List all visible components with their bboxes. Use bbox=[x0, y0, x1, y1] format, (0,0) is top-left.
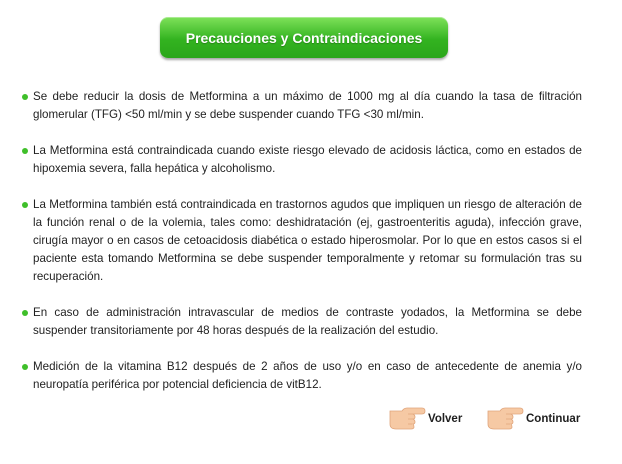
continue-label[interactable]: Continuar bbox=[526, 413, 581, 425]
list-item bbox=[22, 304, 582, 340]
bullet-icon bbox=[22, 364, 28, 370]
back-label[interactable]: Volver bbox=[428, 413, 463, 425]
back-button[interactable] bbox=[388, 402, 462, 432]
bullet-icon bbox=[22, 202, 28, 208]
section-title-button bbox=[160, 17, 448, 58]
list-item-text: La Metformina también está contraindicada en trastornos agudos que impliquen un riesgo de alteración de la función renal o de la volemia, tales como: deshidratación (ej, gastroenteritis aguda), infección grave, cirugía mayor o en casos de cetoacidosis diabética o estado hiperosmolar. Por lo que en estos casos si el paciente esta tomando Metformina se debe suspender temporalmente y retomar su formulación tras su recuperación. bbox=[33, 198, 582, 283]
hand-pointing-right-icon[interactable] bbox=[486, 402, 524, 432]
list-item-text: La Metformina está contraindicada cuando existe riesgo elevado de acidosis láctica, como en estados de hipoxemia severa, falla hepática y alcoholismo. bbox=[33, 144, 582, 175]
list-item bbox=[22, 142, 582, 178]
bullet-icon bbox=[22, 94, 28, 100]
list-item-text: Se debe reducir la dosis de Metformina a un máximo de 1000 mg al día cuando la tasa de filtración glomerular (TFG) <50 ml/min y se debe suspender cuando TFG <30 ml/min. bbox=[33, 90, 582, 121]
bullet-icon bbox=[22, 148, 28, 154]
bullet-icon bbox=[22, 310, 28, 316]
list-item-text: En caso de administración intravascular de medios de contraste yodados, la Metformina se debe suspender transitoriamente por 48 horas después de la realización del estudio. bbox=[33, 306, 582, 337]
list-item bbox=[22, 196, 582, 286]
continue-button[interactable] bbox=[486, 402, 580, 432]
list-item bbox=[22, 358, 582, 394]
precautions-list bbox=[22, 88, 582, 412]
list-item-text: Medición de la vitamina B12 después de 2 años de uso y/o en caso de antecedente de anemia y/o neuropatía periférica por potencial deficiencia de vitB12. bbox=[33, 360, 582, 391]
hand-pointing-right-icon[interactable] bbox=[388, 402, 426, 432]
list-item bbox=[22, 88, 582, 124]
section-title: Precauciones y Contraindicaciones bbox=[185, 29, 423, 46]
